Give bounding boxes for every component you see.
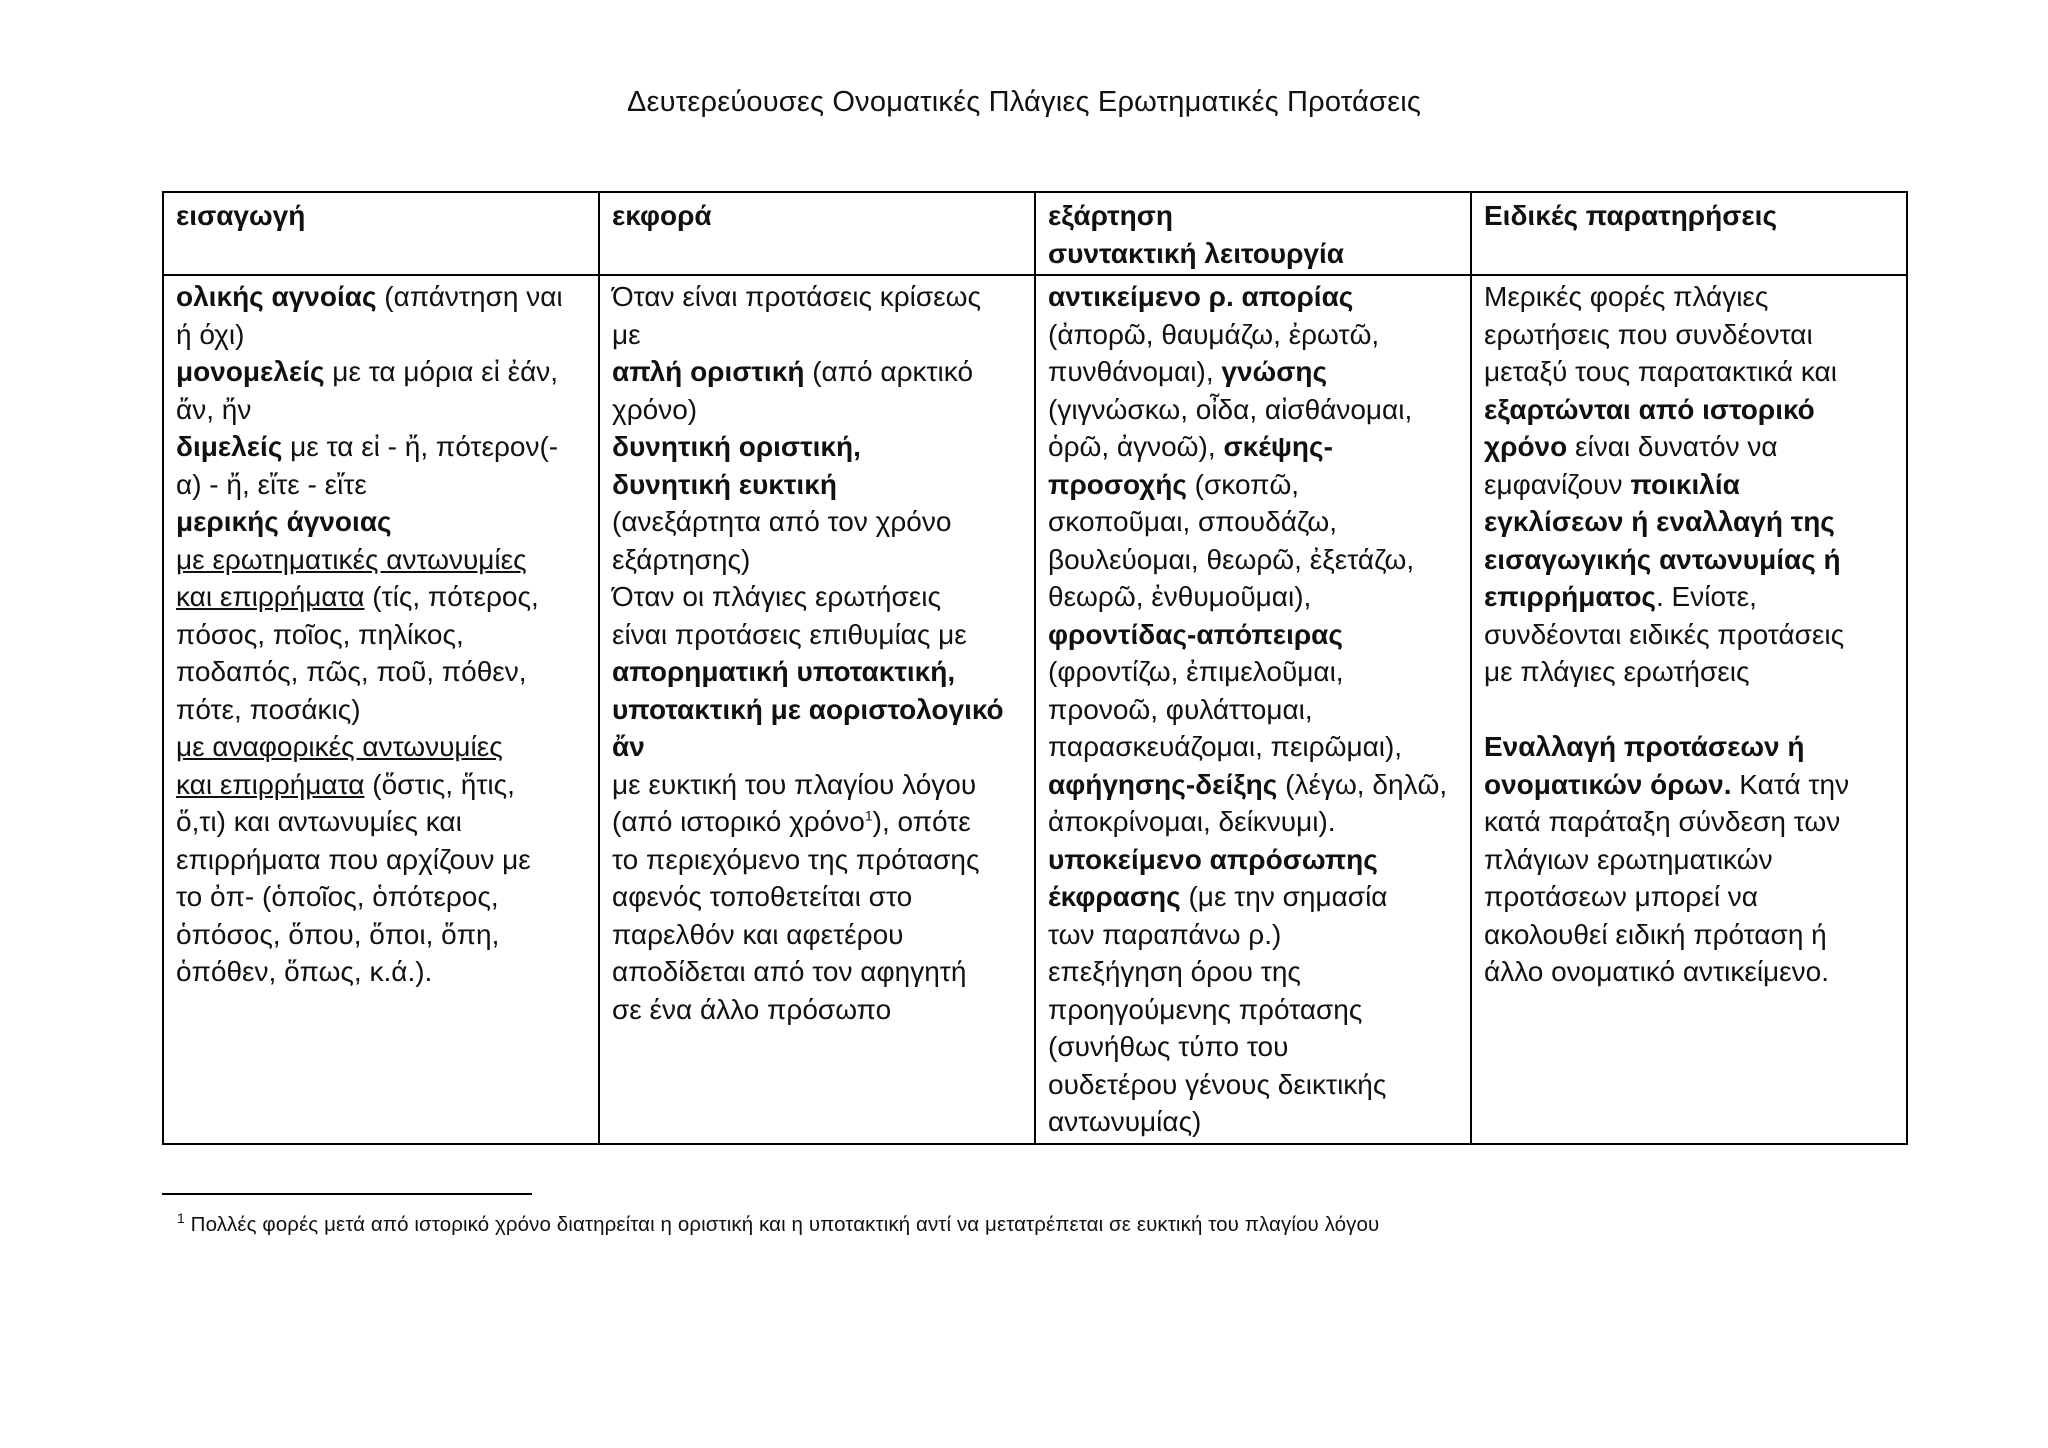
cell-dependency-function: αντικείμενο ρ. απορίας (ἀπορῶ, θαυμάζω, ἐρωτῶ, πυνθάνομαι), γνώσης (γιγνώσκω, οἶδα, αἰσθάνομαι, ὁρῶ, ἀγνοῶ), σκέψης- προσοχής (σκοπῶ, σκοποῦμαι, σπουδάζω, βουλεύομαι, θεωρῶ, ἐξετάζω, θεωρῶ, ἐνθυμοῦμαι), φροντίδας-απόπειρας (φροντίζω, ἐπιμελοῦμαι, προνοῶ, φυλάττομαι, παρασκευάζομαι, πειρῶμαι), αφήγησης-δείξης (λέγω, δηλῶ, ἀποκρίνομαι, δείκνυμι). υποκείμενο απρόσωπης έκφρασης (με την σημασία των παραπάνω ρ.) επεξήγηση όρου της προηγούμενης πρότασης (συνήθως τύπο του ουδετέρου γένους δεικτικής αντωνυμίας)	[1035, 275, 1471, 1144]
cell-mood-expression: Όταν είναι προτάσεις κρίσεως με απλή οριστική (από αρκτικό χρόνο) δυνητική οριστική, δυνητική ευκτική (ανεξάρτητα από τον χρόνο εξάρτησης) Όταν οι πλάγιες ερωτήσεις είναι προτάσεις επιθυμίας με απορηματική υποτακτική, υποτακτική με αοριστολογικό ἄν με ευκτική του πλαγίου λόγου (από ιστορικό χρόνο$^1$), οπότε το περιεχόμενο της πρότασης αφενός τοποθετείται στο παρελθόν και αφετέρου αποδίδεται από τον αφηγητή σε ένα άλλο πρόσωπο	[599, 275, 1035, 1144]
table-row	[163, 275, 1907, 1144]
page-title: Δευτερεύουσες Ονοματικές Πλάγιες Ερωτηματικές Προτάσεις	[626, 86, 1422, 118]
table-header-row	[163, 192, 1907, 275]
footnote-marker: 1	[177, 1210, 185, 1227]
syntax-table	[162, 191, 1908, 1145]
footnote	[177, 1210, 1380, 1237]
header-introduction: εισαγωγή	[163, 192, 599, 275]
header-mood-expression: εκφορά	[599, 192, 1035, 275]
cell-special-notes: Μερικές φορές πλάγιες ερωτήσεις που συνδέονται μεταξύ τους παρατακτικά και εξαρτώνται από ιστορικό χρόνο είναι δυνατόν να εμφανίζουν ποικιλία εγκλίσεων ή εναλλαγή της εισαγωγικής αντωνυμίας ή επιρρήματος. Ενίοτε, συνδέονται ειδικές προτάσεις με πλάγιες ερωτήσεις Εναλλαγή προτάσεων ή ονοματικών όρων. Κατά την κατά παράταξη σύνδεση των πλάγιων ερωτηματικών προτάσεων μπορεί να ακολουθεί ειδική πρόταση ή άλλο ονοματικό αντικείμενο.	[1471, 275, 1907, 1144]
footnote-separator	[162, 1193, 532, 1195]
header-special-notes: Ειδικές παρατηρήσεις	[1471, 192, 1907, 275]
cell-introduction: ολικής αγνοίας (απάντηση ναι ή όχι) μονομελείς με τα μόρια εἰ ἐάν, ἄν, ἤν διμελείς με τα εἰ - ἤ, πότερον(- α) - ἤ, εἴτε - εἴτε μερικής άγνοιας με ερωτηματικές αντωνυμίες και επιρρήματα (τίς, πότερος, πόσος, ποῖος, πηλίκος, ποδαπός, πῶς, ποῦ, πόθεν, πότε, ποσάκις) με αναφορικές αντωνυμίες και επιρρήματα (ὅστις, ἥτις, ὅ,τι) και αντωνυμίες και επιρρήματα που αρχίζουν με το ὀπ- (ὁποῖος, ὁπότερος, ὁπόσος, ὅπου, ὅποι, ὅπη, ὁπόθεν, ὅπως, κ.ά.).	[163, 275, 599, 1144]
header-dependency-function: εξάρτηση συντακτική λειτουργία	[1035, 192, 1471, 275]
footnote-text: Πολλές φορές μετά από ιστορικό χρόνο διατηρείται η οριστική και η υποτακτική αντί να μετατρέπεται σε ευκτική του πλαγίου λόγου	[184, 1213, 1380, 1236]
footnote-reference: 1	[864, 807, 873, 824]
